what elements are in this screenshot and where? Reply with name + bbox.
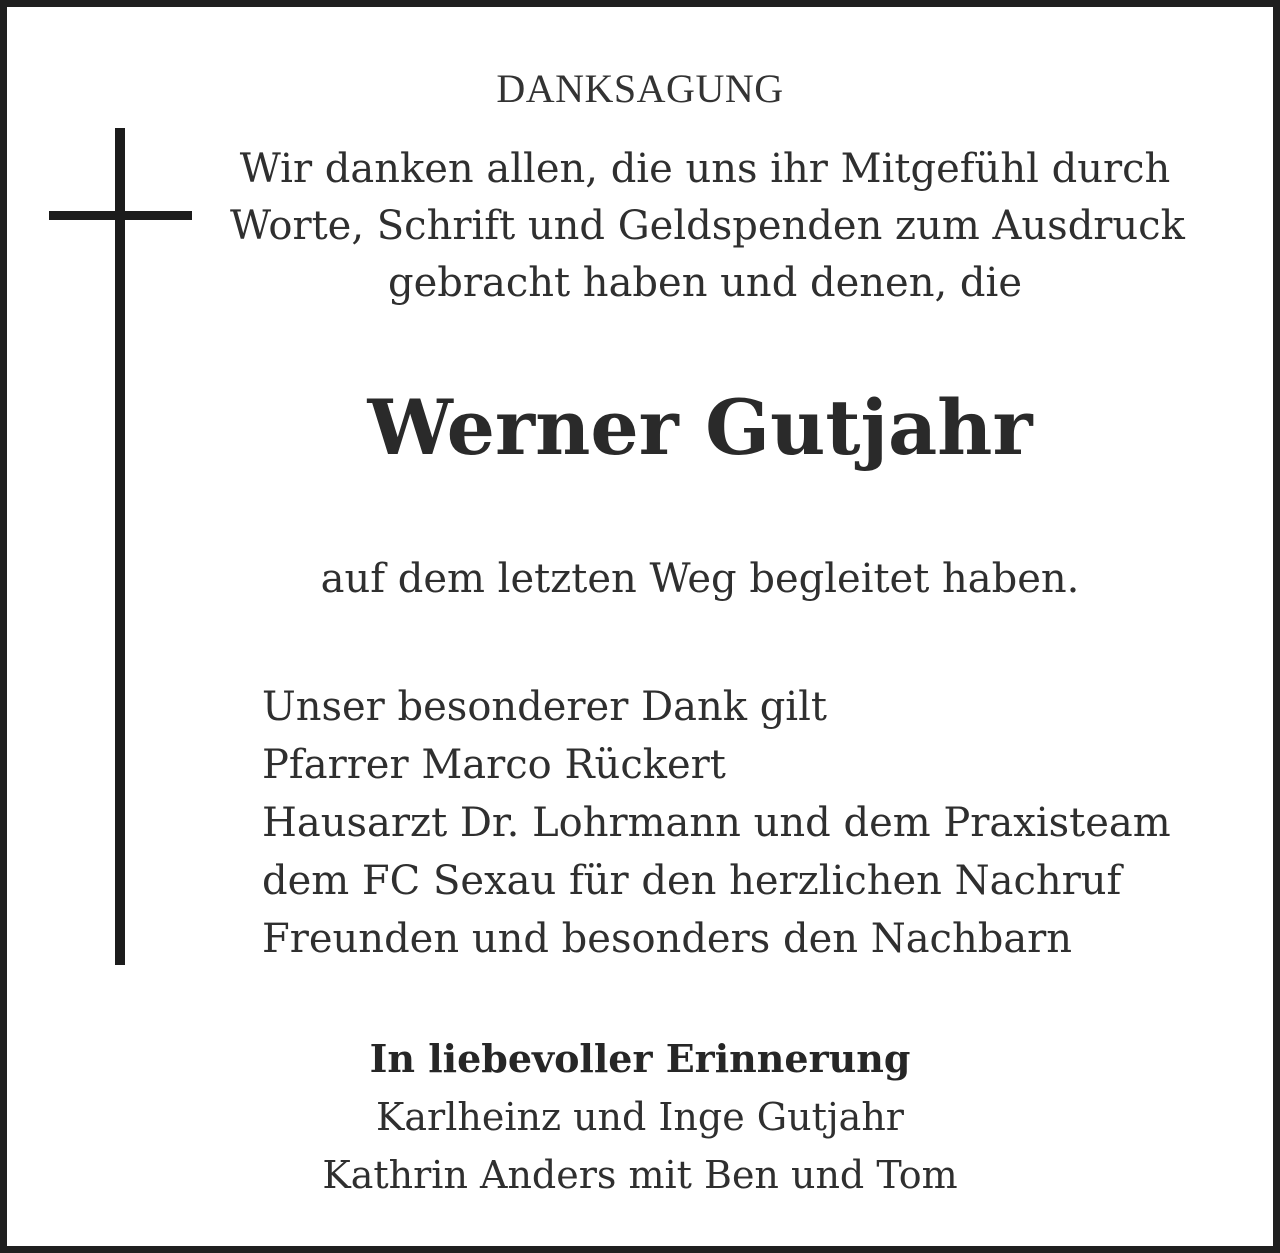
- deceased-name: Werner Gutjahr: [367, 383, 1033, 472]
- signatory-line: Kathrin Anders mit Ben und Tom: [322, 1153, 958, 1197]
- cross-horizontal-bar: [49, 211, 192, 220]
- intro-text: [230, 141, 1185, 312]
- cross-vertical-bar: [115, 128, 125, 965]
- thanks-line: Pfarrer Marco Rückert: [262, 742, 726, 788]
- remembrance-line: In liebevoller Erinnerung: [369, 1036, 911, 1081]
- signatory-line: Karlheinz und Inge Gutjahr: [376, 1095, 904, 1139]
- intro-line: Wir danken allen, die uns ihr Mitgefühl durch: [239, 146, 1171, 192]
- thanks-line: Unser besonderer Dank gilt: [262, 684, 827, 730]
- intro-line: gebracht haben und denen, die: [388, 260, 1022, 306]
- closing-block: [240, 1030, 1040, 1204]
- thanks-line: dem FC Sexau für den herzlichen Nachruf: [262, 858, 1122, 904]
- thanks-line: Hausarzt Dr. Lohrmann und dem Praxisteam: [262, 800, 1171, 846]
- special-thanks: [262, 678, 1171, 968]
- thanks-line: Freunden und besonders den Nachbarn: [262, 916, 1073, 962]
- intro-line: Worte, Schrift und Geldspenden zum Ausdruck: [230, 203, 1185, 249]
- last-path-text: auf dem letzten Weg begleitet haben.: [320, 556, 1080, 602]
- notice-heading: DANKSAGUNG: [496, 66, 784, 111]
